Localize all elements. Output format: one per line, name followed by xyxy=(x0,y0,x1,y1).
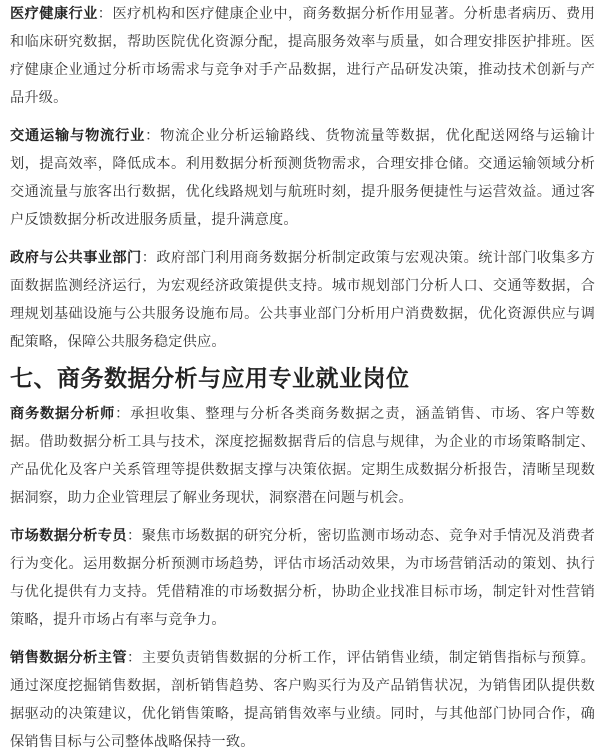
separator: ： xyxy=(145,128,161,144)
paragraph-market xyxy=(10,522,595,634)
paragraph-government xyxy=(10,244,595,356)
body-sales: 主要负责销售数据的分析工作，评估销售业绩，制定销售指标与预算。通过深度挖掘销售数据，剖析销售趋势、客户购买行为及产品销售状况，为销售团队提供数据驱动的决策建议，优化销售策略，提高销售效率与业绩。同时，与其他部门协同合作，确保销售目标与公司整体战略保持一致。 xyxy=(10,650,595,750)
spacer xyxy=(10,512,595,522)
spacer xyxy=(10,634,595,644)
body-analyst: 承担收集、整理与分析各类商务数据之责，涵盖销售、市场、客户等数据。借助数据分析工具与技术，深度挖掘数据背后的信息与规律，为企业的市场策略制定、产品优化及客户关系管理等提供数据支撑与决策依据。定期生成数据分析报告，清晰呈现数据洞察，助力企业管理层了解业务现状，洞察潜在问题与机会。 xyxy=(10,406,596,506)
paragraph-analyst xyxy=(10,400,595,512)
section-heading: 七、商务数据分析与应用专业就业岗位 xyxy=(10,366,410,392)
body-government: 政府部门利用商务数据分析制定政策与宏观决策。统计部门收集多方面数据监测经济运行，为宏观经济政策提供支持。城市规划部门分析人口、交通等数据，合理规划基础设施与公共服务设施布局。公共事业部门分析用户消费数据，优化资源供应与调配策略，保障公共服务稳定供应。 xyxy=(10,250,595,350)
body-logistics: 物流企业分析运输路线、货物流量等数据，优化配送网络与运输计划，提高效率，降低成本。利用数据分析预测货物需求，合理安排仓储。交通运输领域分析交通流量与旅客出行数据，优化线路规划与航班时刻，提升服务便捷性与运营效益。通过客户反馈数据分析改进服务质量，提升满意度。 xyxy=(10,128,595,228)
paragraph-logistics xyxy=(10,122,595,234)
term-government: 政府与公共事业部门 xyxy=(10,250,142,266)
spacer xyxy=(10,234,595,244)
term-sales: 销售数据分析主管 xyxy=(10,650,128,666)
term-logistics: 交通运输与物流行业 xyxy=(10,128,146,144)
separator: ： xyxy=(115,406,131,422)
body-market: 聚焦市场数据的研究分析，密切监测市场动态、竞争对手情况及消费者行为变化。运用数据分析预测市场趋势，评估市场活动效果，为市场营销活动的策划、执行与优化提供有力支持。凭借精准的市场数据分析，协助企业找准目标市场，制定针对性营销策略，提升市场占有率与竞争力。 xyxy=(10,528,595,628)
body-healthcare: 医疗机构和医疗健康企业中，商务数据分析作用显著。分析患者病历、费用和临床研究数据，帮助医院优化资源分配，提高服务效率与质量，如合理安排医护排班。医疗健康企业通过分析市场需求与竞争对手产品数据，进行产品研发决策，推动技术创新与产品升级。 xyxy=(10,6,596,106)
separator: ： xyxy=(97,6,113,22)
paragraph-sales xyxy=(10,644,595,756)
term-analyst: 商务数据分析师 xyxy=(10,406,116,422)
separator: ： xyxy=(141,250,157,266)
spacer xyxy=(10,112,595,122)
term-healthcare: 医疗健康行业 xyxy=(10,6,98,22)
paragraph-healthcare xyxy=(10,0,595,112)
separator: ： xyxy=(127,650,142,666)
separator: ： xyxy=(127,528,142,544)
term-market: 市场数据分析专员 xyxy=(10,528,128,544)
